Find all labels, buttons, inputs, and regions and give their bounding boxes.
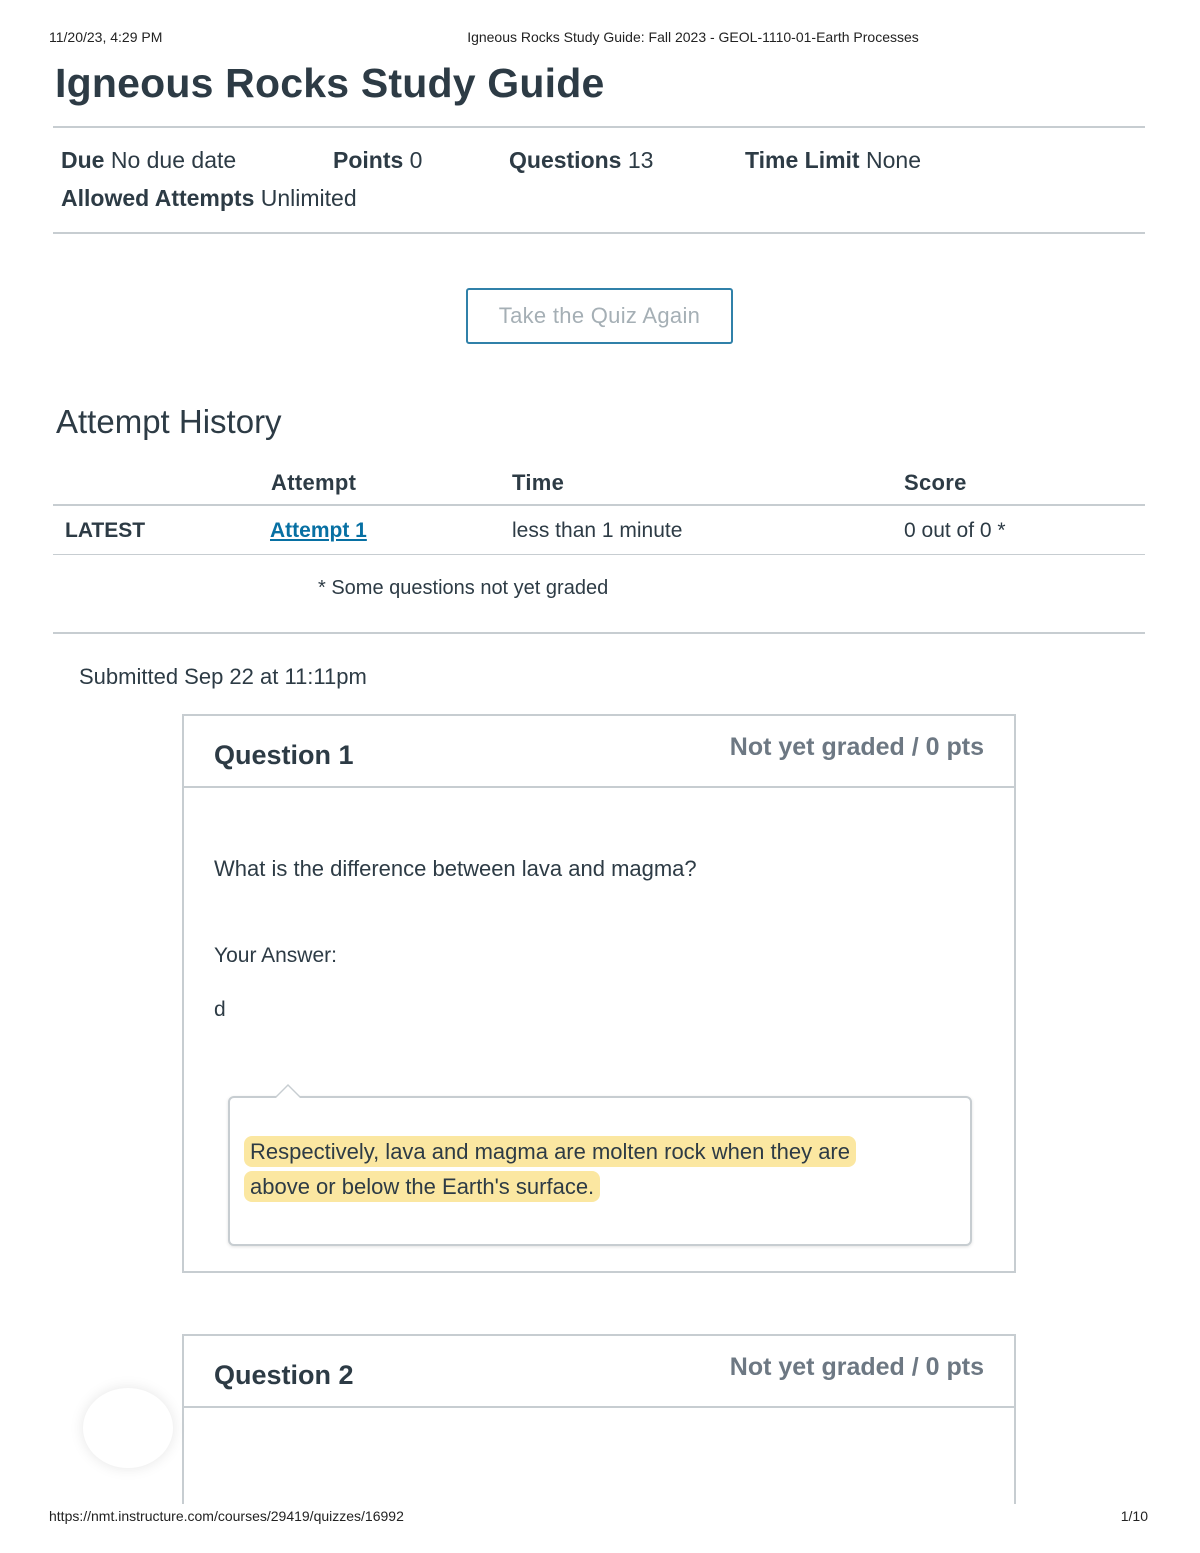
- meta-time-limit-label: Time Limit: [745, 147, 860, 173]
- question-points: Not yet graded / 0 pts: [729, 1353, 984, 1381]
- floating-chat-bubble[interactable]: [83, 1388, 173, 1468]
- meta-questions-value: 13: [627, 147, 654, 173]
- table-header-divider: [53, 504, 1145, 506]
- column-header-attempt: Attempt: [271, 470, 357, 495]
- question-header: [184, 1336, 1014, 1408]
- meta-questions-label: Questions: [509, 147, 622, 173]
- meta-due-value: No due date: [110, 147, 237, 173]
- meta-questions: [509, 147, 653, 174]
- meta-attempts-label: Allowed Attempts: [61, 185, 255, 211]
- divider: [53, 126, 1145, 128]
- question-title: Question 1: [214, 740, 354, 770]
- comment-line-1: Respectively, lava and magma are molten rock when they are: [244, 1136, 856, 1167]
- latest-tag: LATEST: [65, 519, 146, 542]
- comment-text: [244, 1134, 924, 1204]
- question-card-1: [182, 714, 1016, 1273]
- print-footer: [0, 1508, 1200, 1526]
- attempt-score: 0 out of 0 *: [904, 519, 1006, 542]
- question-title: Question 2: [214, 1360, 354, 1390]
- divider: [53, 232, 1145, 234]
- print-header: [0, 29, 1200, 47]
- answer-comment: [228, 1096, 972, 1246]
- print-datetime: 11/20/23, 4:29 PM: [49, 29, 163, 45]
- divider: [53, 632, 1145, 634]
- meta-attempts: [61, 185, 357, 212]
- attempt-time: less than 1 minute: [512, 519, 683, 542]
- column-header-score: Score: [904, 470, 967, 495]
- question-card-2: [182, 1334, 1016, 1504]
- print-doc-title: Igneous Rocks Study Guide: Fall 2023 - GEOL-1110-01-Earth Processes: [467, 29, 919, 45]
- your-answer-value: d: [214, 998, 226, 1021]
- comment-pointer: [274, 1084, 302, 1098]
- question-points: Not yet graded / 0 pts: [729, 733, 984, 761]
- meta-points-value: 0: [409, 147, 423, 173]
- ungraded-note: * Some questions not yet graded: [318, 577, 609, 599]
- table-row-divider: [53, 554, 1145, 555]
- submitted-timestamp: Submitted Sep 22 at 11:11pm: [79, 664, 367, 689]
- your-answer-label: Your Answer:: [214, 944, 337, 967]
- attempt-1-link[interactable]: Attempt 1: [270, 519, 367, 542]
- attempt-history-heading: Attempt History: [56, 403, 282, 440]
- meta-points-label: Points: [333, 147, 404, 173]
- meta-time-limit: [745, 147, 921, 174]
- print-page-number: 1/10: [1120, 1508, 1148, 1524]
- page-title: Igneous Rocks Study Guide: [55, 60, 605, 106]
- meta-attempts-value: Unlimited: [260, 185, 357, 211]
- column-header-time: Time: [512, 470, 565, 495]
- take-quiz-again-button[interactable]: Take the Quiz Again: [466, 288, 733, 344]
- meta-time-limit-value: None: [866, 147, 921, 173]
- meta-due: [61, 147, 236, 174]
- print-url: https://nmt.instructure.com/courses/29419/quizzes/16992: [49, 1508, 404, 1524]
- question-text: What is the difference between lava and magma?: [214, 856, 697, 881]
- comment-line-2: above or below the Earth's surface.: [244, 1171, 600, 1202]
- question-header: [184, 716, 1014, 788]
- meta-due-label: Due: [61, 147, 105, 173]
- meta-points: [333, 147, 422, 174]
